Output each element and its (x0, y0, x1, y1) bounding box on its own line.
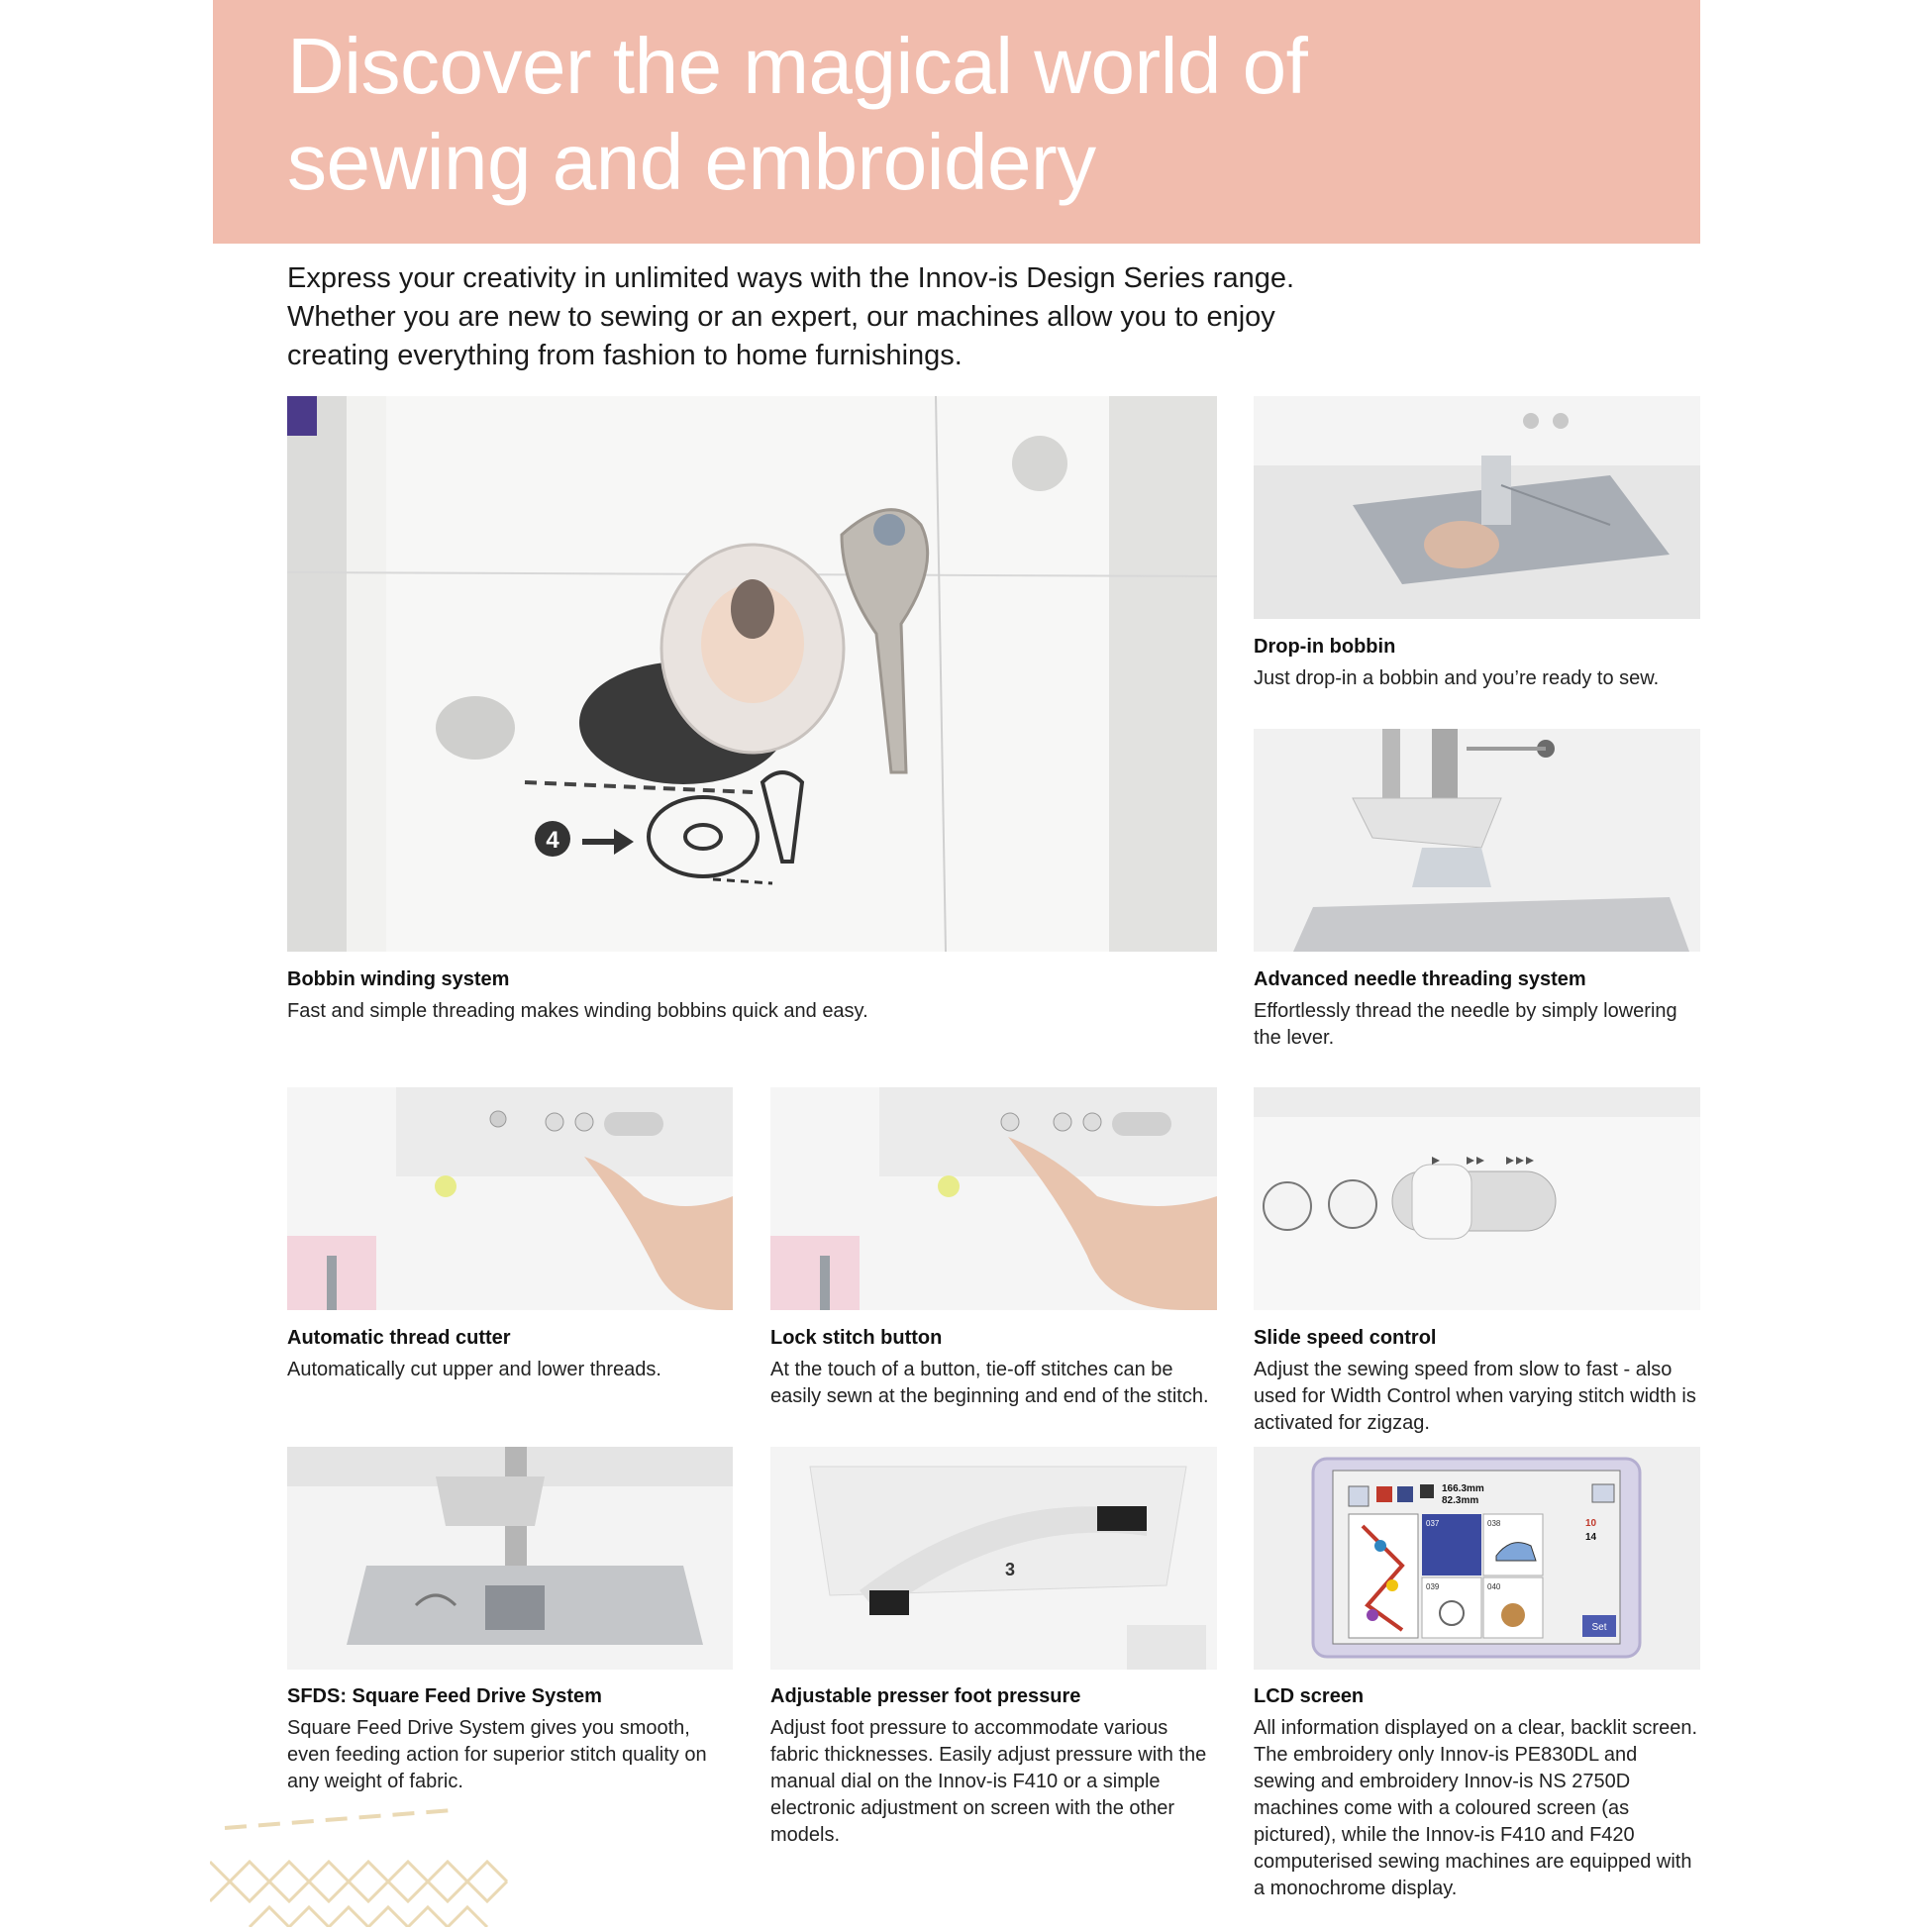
feature-title: Advanced needle threading system (1254, 968, 1586, 990)
decorative-stitch-pattern (210, 1802, 557, 1927)
sfds-photo (287, 1447, 733, 1670)
presser-foot-photo (770, 1447, 1217, 1670)
feature-title: LCD screen (1254, 1685, 1365, 1707)
lcd-cell-2: 038 (1487, 1519, 1501, 1528)
header-banner (213, 0, 1700, 244)
feature-description: At the touch of a button, tie-off stitches can be easily sewn at the beginning and end of the stitch. (770, 1359, 1209, 1407)
intro-paragraph (287, 259, 1376, 375)
lcd-screen-photo (1254, 1447, 1700, 1670)
lcd-dimension-2: 82.3mm (1442, 1495, 1479, 1506)
feature-description: Automatically cut upper and lower threads. (287, 1359, 661, 1380)
feature-description: Adjust foot pressure to accommodate various fabric thicknesses. Easily adjust pressure with the manual dial on the Innov-is F410 or a simple electronic adjustment on screen with the other models. (770, 1717, 1207, 1846)
thread-cutter-photo (287, 1087, 733, 1310)
intro-line-3: creating everything from fashion to home furnishings. (287, 340, 963, 371)
feature-description: Square Feed Drive System gives you smooth, even feeding action for superior stitch quality on any weight of fabric. (287, 1717, 707, 1792)
drop-in-bobbin-photo (1254, 396, 1700, 619)
feature-description: All information displayed on a clear, backlit screen. The embroidery only Innov-is PE830DL and sewing and embroidery Innov-is NS 2750D machines come with a coloured screen (as pictured), while the Innov-is F410 and F420 computerised sewing machines are equipped with a monochrome display. (1254, 1717, 1698, 1899)
lock-stitch-photo (770, 1087, 1217, 1310)
feature-lock-stitch (770, 1325, 1217, 1410)
intro-line-1: Express your creativity in unlimited ways with the Innov-is Design Series range. (287, 262, 1295, 294)
feature-description: Fast and simple threading makes winding bobbins quick and easy. (287, 1000, 868, 1022)
lcd-dimension-1: 166.3mm (1442, 1483, 1484, 1494)
lcd-set-label: Set (1591, 1622, 1607, 1633)
feature-sfds (287, 1683, 733, 1795)
lcd-cell-1: 037 (1426, 1519, 1440, 1528)
feature-needle-threading (1254, 966, 1700, 1052)
feature-title: Automatic thread cutter (287, 1327, 511, 1349)
feature-thread-cutter (287, 1325, 733, 1383)
feature-title: Bobbin winding system (287, 968, 510, 990)
slide-speed-photo (1254, 1087, 1700, 1310)
lcd-cell-3: 039 (1426, 1582, 1440, 1591)
intro-line-2: Whether you are new to sewing or an expert, our machines allow you to enjoy (287, 301, 1275, 333)
feature-presser-foot (770, 1683, 1217, 1849)
feature-title: Drop-in bobbin (1254, 636, 1396, 658)
feature-bobbin-winding (287, 966, 1208, 1025)
lcd-page-total: 14 (1585, 1532, 1597, 1543)
feature-description: Just drop-in a bobbin and you’re ready to sew. (1254, 667, 1660, 689)
feature-title: Slide speed control (1254, 1327, 1437, 1349)
feature-slide-speed (1254, 1325, 1700, 1437)
feature-lcd-screen (1254, 1683, 1700, 1902)
page-title (287, 18, 1307, 210)
feature-description: Effortlessly thread the needle by simply lowering the lever. (1254, 1000, 1677, 1049)
feature-title: Lock stitch button (770, 1327, 943, 1349)
lcd-cell-4: 040 (1487, 1582, 1501, 1591)
feature-title: SFDS: Square Feed Drive System (287, 1685, 602, 1707)
page-title-line-1: Discover the magical world of (287, 22, 1308, 110)
feature-description: Adjust the sewing speed from slow to fast - also used for Width Control when varying stitch width is activated for zigzag. (1254, 1359, 1696, 1434)
pressure-dial-number: 3 (1004, 1560, 1016, 1579)
feature-title: Adjustable presser foot pressure (770, 1685, 1081, 1707)
feature-drop-in-bobbin (1254, 634, 1700, 692)
bobbin-winding-photo (287, 396, 1217, 952)
bobbin-step-number: 4 (546, 827, 559, 854)
page-title-line-2: sewing and embroidery (287, 118, 1096, 206)
needle-threading-photo (1254, 729, 1700, 952)
lcd-page-current: 10 (1585, 1518, 1597, 1529)
